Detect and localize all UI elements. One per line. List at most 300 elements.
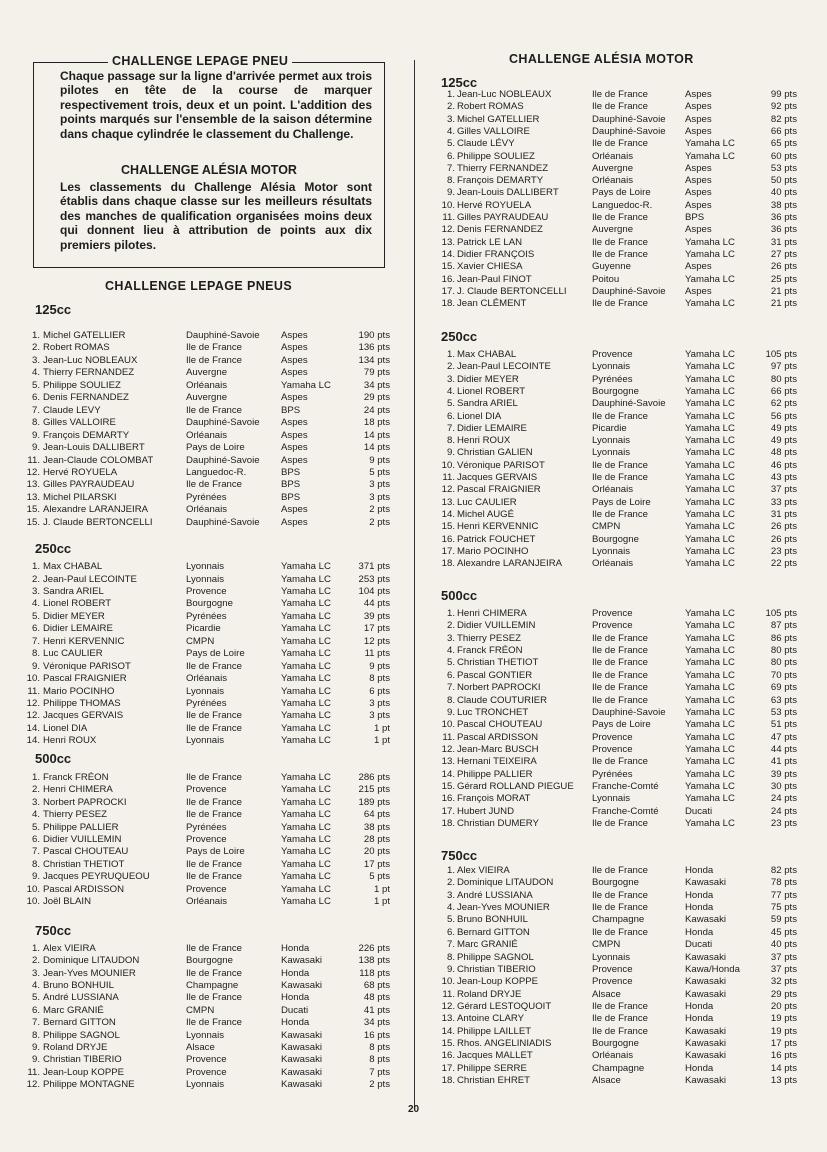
region: Ile de France — [592, 236, 648, 248]
region: Poitou — [592, 273, 620, 285]
points: 44 pts — [363, 598, 390, 610]
rank: 1. — [31, 561, 40, 572]
rider-name: Norbert PAPROCKI — [457, 682, 541, 694]
points: 1 pt — [373, 896, 390, 907]
rank: 7. — [31, 635, 40, 647]
rank: 12. — [26, 710, 40, 722]
points: 97 pts — [770, 361, 797, 373]
region: Lyonnais — [592, 951, 631, 963]
motorcycle-make: Yamaha LC — [281, 610, 331, 622]
rank: 1. — [31, 330, 40, 341]
points: 33 pts — [770, 496, 797, 508]
rider-name: Hervé ROYUELA — [457, 199, 532, 211]
rank: 7. — [446, 682, 455, 694]
rank: 2. — [446, 620, 455, 632]
points: 104 pts — [358, 585, 390, 597]
region: Ile de France — [186, 858, 242, 870]
points: 63 pts — [770, 694, 797, 706]
points: 26 pts — [770, 521, 797, 533]
standing-row — [0, 608, 827, 620]
rider-name: Didier MEYER — [457, 373, 519, 385]
points: 46 pts — [770, 459, 797, 471]
motorcycle-make: Yamaha LC — [685, 422, 735, 434]
rider-name: Sandra ARIEL — [43, 585, 104, 597]
region: Provence — [186, 784, 227, 796]
rider-name: Christian GALIEN — [457, 447, 533, 459]
motorcycle-make: Kawasaki — [281, 955, 323, 967]
rank: 7. — [31, 1017, 40, 1029]
rank: 13. — [26, 479, 40, 491]
region: Ile de France — [592, 902, 648, 913]
rank: 10. — [441, 199, 455, 211]
region: Ile de France — [186, 710, 242, 722]
region: Bourgogne — [186, 955, 233, 967]
standing-row — [0, 732, 827, 744]
rank: 7. — [31, 404, 40, 416]
region: Languedoc-R. — [186, 466, 247, 478]
standing-row — [0, 261, 827, 273]
rank: 14. — [441, 248, 455, 260]
standing-row — [0, 756, 827, 768]
standing-row — [0, 298, 827, 310]
rank: 2. — [31, 955, 40, 967]
lepage-category-250cc: 250cc — [35, 541, 72, 556]
region: Provence — [186, 834, 227, 845]
motorcycle-make: Yamaha LC — [685, 484, 735, 496]
rank: 3. — [446, 113, 455, 125]
points: 48 pts — [363, 992, 390, 1004]
points: 3 pts — [369, 698, 390, 709]
rider-name: Christian TIBERIO — [457, 963, 536, 975]
region: Ile de France — [592, 138, 648, 150]
rider-name: Patrick FOUCHET — [457, 533, 536, 545]
rider-name: Henri CHIMERA — [43, 784, 113, 796]
rank: 5. — [446, 398, 455, 410]
points: 26 pts — [770, 261, 797, 273]
points: 2 pts — [369, 1078, 390, 1090]
rank: 1. — [446, 865, 455, 876]
points: 17 pts — [770, 1037, 797, 1049]
points: 29 pts — [363, 392, 390, 404]
points: 5 pts — [369, 871, 390, 883]
standing-row — [0, 386, 827, 398]
rank: 4. — [31, 809, 40, 821]
points: 39 pts — [770, 768, 797, 780]
region: Alsace — [186, 1041, 215, 1053]
region: CMPN — [186, 635, 215, 647]
points: 48 pts — [770, 447, 797, 459]
rider-name: Philippe PALLIER — [43, 821, 119, 833]
rank: 13. — [441, 236, 455, 248]
region: Bourgogne — [592, 1037, 639, 1049]
rank: 6. — [31, 623, 40, 635]
alesia-category-250cc: 250cc — [441, 329, 478, 344]
points: 1 pt — [373, 735, 390, 747]
region: Ile de France — [592, 508, 648, 520]
standing-row — [0, 964, 827, 976]
region: Lyonnais — [186, 1029, 225, 1041]
rank: 8. — [31, 648, 40, 660]
points: 38 pts — [363, 821, 390, 833]
standing-row — [0, 1026, 827, 1038]
rider-name: Didier LEMAIRE — [457, 422, 527, 434]
standing-row — [0, 1050, 827, 1062]
motorcycle-make: Kawasaki — [281, 980, 323, 991]
rider-name: Pascal CHOUTEAU — [43, 846, 129, 858]
motorcycle-make: Yamaha LC — [281, 821, 331, 833]
region: Franche-Comté — [592, 780, 659, 792]
rank: 5. — [446, 657, 455, 669]
rider-name: Thierry PESEZ — [457, 632, 521, 644]
rank: 11. — [442, 212, 455, 223]
rank: 17. — [441, 1062, 455, 1074]
standing-row — [0, 1063, 827, 1075]
motorcycle-make: Yamaha LC — [281, 379, 331, 391]
rank: 5. — [446, 138, 455, 150]
motorcycle-make: BPS — [281, 479, 301, 491]
motorcycle-make: Yamaha LC — [685, 608, 735, 619]
rider-name: Christian THETIOT — [457, 657, 539, 669]
rank: 1. — [31, 943, 40, 954]
rider-name: Gilles PAYRAUDEAU — [457, 212, 549, 223]
motorcycle-make: Yamaha LC — [281, 698, 331, 709]
motorcycle-make: Yamaha LC — [685, 373, 735, 385]
points: 21 pts — [770, 285, 797, 297]
standing-row — [0, 1001, 827, 1013]
rank: 17. — [441, 285, 455, 297]
points: 82 pts — [770, 865, 797, 876]
rank: 13. — [441, 756, 455, 768]
motorcycle-make: Yamaha LC — [685, 533, 735, 545]
standing-row — [0, 989, 827, 1001]
motorcycle-make: Yamaha LC — [281, 772, 331, 783]
rank: 9. — [31, 442, 40, 454]
rank: 2. — [446, 101, 455, 113]
rider-name: Mario POCINHO — [457, 545, 529, 557]
region: Ile de France — [592, 645, 648, 656]
motorcycle-make: Aspes — [685, 175, 712, 187]
points: 59 pts — [770, 914, 797, 926]
region: Ile de France — [186, 871, 242, 883]
standing-row — [0, 509, 827, 521]
rank: 12. — [441, 224, 455, 236]
motorcycle-make: Honda — [685, 889, 714, 901]
rank: 2. — [31, 342, 40, 354]
points: 215 pts — [358, 784, 390, 796]
standing-row — [0, 806, 827, 818]
points: 82 pts — [770, 113, 797, 125]
points: 20 pts — [363, 846, 390, 858]
rank: 9. — [31, 660, 40, 672]
motorcycle-make: Kawasaki — [685, 951, 727, 963]
standing-row — [0, 1013, 827, 1025]
alesia-category-500cc: 500cc — [441, 588, 478, 603]
alesia-category-750cc: 750cc — [441, 848, 478, 863]
points: 66 pts — [770, 385, 797, 397]
motorcycle-make: Aspes — [685, 199, 712, 211]
rider-name: Claude LEVY — [43, 404, 101, 416]
alesia-info-text: Les classements du Challenge Alésia Motor sont établis dans chaque classe sur les meilleurs résultats des manches de qualification organisées moins deux qui donnent lieu à attribution de points aux dix premiers pilotes. — [60, 180, 372, 252]
points: 189 pts — [358, 796, 390, 808]
region: Pyrénées — [592, 768, 633, 780]
standing-row — [0, 521, 827, 533]
motorcycle-make: Kawasaki — [281, 1078, 323, 1090]
region: Provence — [592, 743, 633, 755]
rank: 10. — [26, 883, 40, 895]
rank: 16. — [441, 1050, 455, 1062]
rank: 8. — [446, 951, 455, 963]
motorcycle-make: Yamaha LC — [685, 349, 735, 360]
motorcycle-make: BPS — [281, 404, 301, 416]
rank: 12. — [441, 1000, 455, 1012]
standing-row — [0, 695, 827, 707]
rank: 14. — [441, 768, 455, 780]
standing-row — [0, 286, 827, 298]
region: Bourgogne — [186, 598, 233, 610]
motorcycle-make: Kawasaki — [685, 1037, 727, 1049]
points: 8 pts — [369, 1054, 390, 1066]
rider-name: Philippe SAGNOL — [43, 1029, 120, 1041]
points: 36 pts — [770, 212, 797, 223]
region: Pyrénées — [186, 698, 227, 709]
rank: 17. — [441, 545, 455, 557]
motorcycle-make: Yamaha LC — [281, 883, 331, 895]
rank: 4. — [446, 125, 455, 137]
standing-row — [0, 274, 827, 286]
points: 3 pts — [369, 479, 390, 491]
region: Auvergne — [186, 392, 228, 404]
motorcycle-make: Yamaha LC — [685, 298, 735, 310]
standing-row — [0, 952, 827, 964]
points: 26 pts — [770, 533, 797, 545]
points: 38 pts — [770, 199, 797, 211]
motorcycle-make: Honda — [685, 926, 714, 938]
points: 77 pts — [770, 889, 797, 901]
rider-name: Hubert JUND — [457, 805, 515, 817]
rank: 6. — [31, 1004, 40, 1016]
rank: 9. — [446, 447, 455, 459]
standing-row — [0, 558, 827, 570]
alesia-heading: CHALLENGE ALÉSIA MOTOR — [509, 52, 694, 66]
rank: 18. — [441, 818, 455, 829]
standing-row — [0, 976, 827, 988]
motorcycle-make: Kawasaki — [281, 1041, 323, 1053]
motorcycle-make: Yamaha LC — [685, 682, 735, 694]
rank: 8. — [446, 435, 455, 447]
standing-row — [0, 719, 827, 731]
rider-name: Michel AUGÉ — [457, 508, 515, 520]
rank: 12. — [441, 484, 455, 496]
motorcycle-make: Yamaha LC — [281, 871, 331, 883]
rank: 8. — [31, 417, 40, 429]
region: Champagne — [592, 1062, 645, 1074]
rank: 10. — [441, 976, 455, 988]
standing-row — [0, 1038, 827, 1050]
standing-row — [0, 744, 827, 756]
rank: 12. — [441, 743, 455, 755]
rider-name: Max CHABAL — [457, 349, 517, 360]
motorcycle-make: Kawasaki — [685, 914, 727, 926]
points: 13 pts — [770, 1075, 797, 1086]
motorcycle-make: Yamaha LC — [281, 710, 331, 722]
rider-name: Thierry FERNANDEZ — [43, 367, 135, 379]
region: Ile de France — [592, 926, 648, 938]
motorcycle-make: Kawasaki — [685, 1075, 727, 1086]
motorcycle-make: Aspes — [281, 342, 308, 354]
motorcycle-make: Yamaha LC — [281, 635, 331, 647]
region: Provence — [186, 1054, 227, 1066]
region: Pays de Loire — [186, 846, 245, 858]
rank: 14. — [26, 735, 40, 747]
rider-name: Jean-Paul LECOINTE — [457, 361, 551, 373]
region: Ile de France — [592, 818, 648, 829]
rider-name: Philippe THOMAS — [43, 698, 121, 709]
points: 134 pts — [358, 354, 390, 366]
region: Ile de France — [186, 967, 242, 979]
rank: 11. — [442, 988, 455, 1000]
region: Pays de Loire — [186, 442, 245, 454]
standing-row — [0, 865, 827, 877]
motorcycle-make: Honda — [685, 902, 714, 913]
points: 43 pts — [770, 472, 797, 483]
rank: 4. — [31, 980, 40, 991]
standing-row — [0, 89, 827, 101]
points: 253 pts — [358, 573, 390, 585]
region: Provence — [592, 963, 633, 975]
standing-row — [0, 1075, 827, 1087]
motorcycle-make: Yamaha LC — [685, 398, 735, 410]
motorcycle-make: Ducati — [685, 939, 713, 951]
rider-name: Jean-Louis DALLIBERT — [43, 442, 145, 454]
motorcycle-make: Yamaha LC — [685, 694, 735, 706]
rider-name: Jean-Louis DALLIBERT — [457, 187, 559, 199]
rider-name: Alex VIEIRA — [43, 943, 96, 954]
rank: 3. — [446, 889, 455, 901]
region: Ile de France — [186, 796, 242, 808]
rank: 10. — [441, 719, 455, 731]
rank: 2. — [446, 877, 455, 889]
region: Orléanais — [592, 150, 634, 162]
region: Alsace — [592, 988, 621, 1000]
rider-name: Jean-Loup KOPPE — [457, 976, 539, 988]
motorcycle-make: Yamaha LC — [281, 685, 331, 697]
rank: 15. — [441, 521, 455, 533]
rank: 16. — [441, 273, 455, 285]
standing-row — [0, 834, 827, 846]
rider-name: Michel GATELLIER — [457, 113, 540, 125]
region: Orléanais — [592, 484, 634, 496]
points: 29 pts — [770, 988, 797, 1000]
motorcycle-make: Yamaha LC — [685, 632, 735, 644]
points: 45 pts — [770, 926, 797, 938]
rider-name: Jean-Loup KOPPE — [43, 1066, 125, 1078]
points: 23 pts — [770, 818, 797, 829]
points: 87 pts — [770, 620, 797, 632]
standing-row — [0, 249, 827, 261]
motorcycle-make: Yamaha LC — [685, 521, 735, 533]
rider-name: Philippe LAILLET — [457, 1025, 532, 1037]
rider-name: Jean-Luc NOBLEAUX — [43, 354, 138, 366]
motorcycle-make: Kawasaki — [685, 1025, 727, 1037]
rank: 8. — [31, 1029, 40, 1041]
rank: 5. — [31, 610, 40, 622]
lepage-category-500cc: 500cc — [35, 751, 72, 766]
motorcycle-make: Aspes — [281, 454, 308, 466]
rider-name: Max CHABAL — [43, 561, 103, 572]
rider-name: Jacques GERVAIS — [43, 710, 124, 722]
region: Provence — [592, 731, 633, 743]
rider-name: Hernani TEIXEIRA — [457, 756, 537, 768]
rank: 14. — [441, 508, 455, 520]
points: 30 pts — [770, 780, 797, 792]
points: 32 pts — [770, 976, 797, 988]
rider-name: Joël BLAIN — [43, 896, 91, 907]
region: Ile de France — [592, 1025, 648, 1037]
motorcycle-make: Ducati — [281, 1004, 309, 1016]
standing-row — [0, 620, 827, 632]
rider-name: Christian THETIOT — [43, 858, 125, 870]
region: Provence — [186, 1066, 227, 1078]
region: Dauphiné-Savoie — [186, 516, 260, 528]
rank: 15. — [441, 1037, 455, 1049]
region: Provence — [592, 349, 633, 360]
rank: 18. — [441, 558, 455, 570]
motorcycle-make: Yamaha LC — [281, 796, 331, 808]
rank: 10. — [26, 673, 40, 684]
rank: 11. — [442, 731, 455, 743]
rank: 1. — [446, 349, 455, 360]
motorcycle-make: BPS — [281, 466, 301, 478]
standing-row — [0, 349, 827, 361]
rider-name: Gilles VALLOIRE — [43, 417, 116, 429]
motorcycle-make: Aspes — [685, 89, 712, 100]
rider-name: André LUSSIANA — [457, 889, 533, 901]
region: Lyonnais — [592, 545, 631, 557]
region: Dauphiné-Savoie — [592, 125, 666, 137]
points: 53 pts — [770, 162, 797, 174]
region: Pyrénées — [186, 491, 227, 503]
rank: 6. — [31, 392, 40, 404]
points: 16 pts — [770, 1050, 797, 1062]
points: 64 pts — [363, 809, 390, 821]
motorcycle-make: Aspes — [685, 125, 712, 137]
rider-name: Gérard LESTOQUOIT — [457, 1000, 552, 1012]
region: Orléanais — [592, 1050, 634, 1062]
motorcycle-make: Yamaha LC — [685, 706, 735, 718]
region: Dauphiné-Savoie — [592, 113, 666, 125]
motorcycle-make: Aspes — [685, 224, 712, 236]
rider-name: Jean-Luc NOBLEAUX — [457, 89, 552, 100]
points: 190 pts — [358, 330, 390, 341]
points: 14 pts — [363, 429, 390, 441]
rider-name: Denis FERNANDEZ — [43, 392, 129, 404]
region: Ile de France — [186, 772, 242, 783]
region: Champagne — [592, 914, 645, 926]
motorcycle-make: Honda — [281, 943, 310, 954]
region: Champagne — [186, 980, 239, 991]
alesia-category-125cc: 125cc — [441, 75, 478, 90]
rider-name: Gérard ROLLAND PIEGUE — [457, 780, 574, 792]
points: 9 pts — [369, 660, 390, 672]
rider-name: Pascal FRAIGNIER — [43, 673, 127, 684]
region: Pyrénées — [186, 821, 227, 833]
motorcycle-make: Yamaha LC — [685, 731, 735, 743]
region: Orléanais — [186, 673, 228, 684]
region: Dauphiné-Savoie — [186, 417, 260, 429]
region: Dauphiné-Savoie — [186, 454, 260, 466]
region: Lyonnais — [592, 447, 631, 459]
rank: 15. — [26, 504, 40, 516]
